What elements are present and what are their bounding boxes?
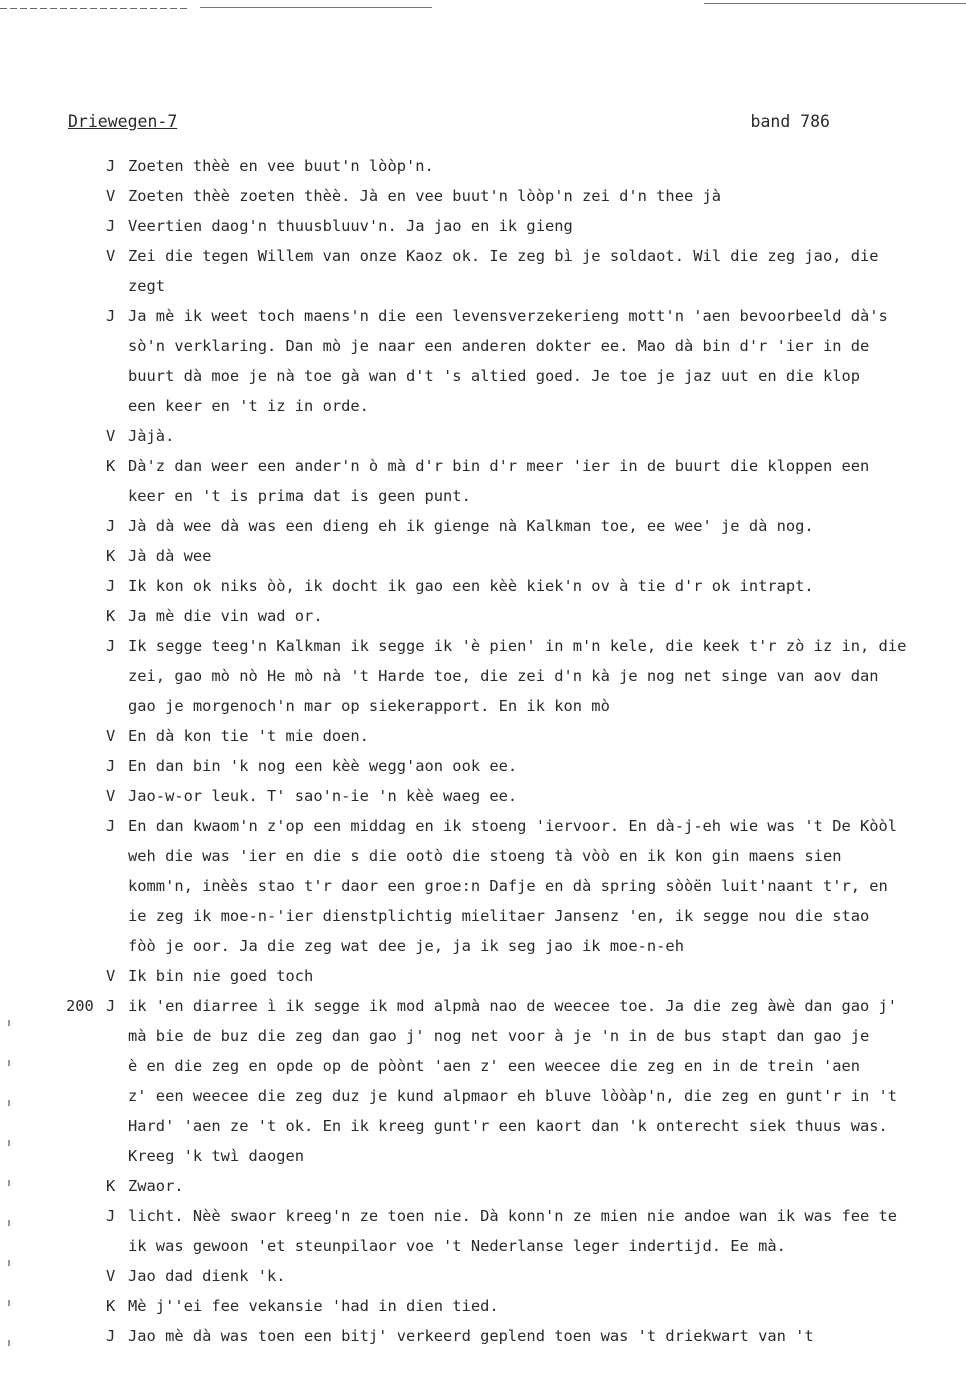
transcript-line bbox=[0, 1326, 966, 1356]
line-text: een keer en 't iz in orde. bbox=[128, 397, 369, 415]
transcript-line bbox=[0, 606, 966, 636]
line-text: Zoeten thèè en vee buut'n lòòp'n. bbox=[128, 157, 434, 175]
line-text: fòò je oor. Ja die zeg wat dee je, ja ik seg jao ik moe-n-eh bbox=[128, 937, 684, 955]
speaker-label: J bbox=[106, 577, 116, 595]
speaker-label: J bbox=[106, 997, 116, 1015]
line-text: mà bie de buz die zeg dan gao j' nog net voor à je 'n in de bus stapt dan gao je bbox=[128, 1027, 870, 1045]
line-text: keer en 't is prima dat is geen punt. bbox=[128, 487, 471, 505]
line-text: buurt dà moe je nà toe gà wan d't 's altied goed. Je toe je jaz uut en die klop bbox=[128, 367, 861, 385]
transcript-line bbox=[0, 1296, 966, 1326]
speaker-label: K bbox=[106, 1177, 116, 1195]
line-text: licht. Nèè swaor kreeg'n ze toen nie. Dà konn'n ze mien nie andoe wan ik was fee te bbox=[128, 1207, 898, 1225]
transcript-line bbox=[0, 666, 966, 696]
line-number: 200 bbox=[66, 997, 94, 1015]
transcript-line bbox=[0, 1086, 966, 1116]
transcript-line bbox=[0, 876, 966, 906]
line-text: ik was gewoon 'et steunpilaor voe 't Nederlanse leger indertijd. Ee mà. bbox=[128, 1237, 786, 1255]
transcript-line bbox=[0, 1266, 966, 1296]
transcript-line bbox=[0, 936, 966, 966]
line-text: Ja mè die vin wad or. bbox=[128, 607, 323, 625]
transcript-line bbox=[0, 276, 966, 306]
line-text: Ja mè ik weet toch maens'n die een levensverzekerieng mott'n 'aen bevoorbeeld dà's bbox=[128, 307, 888, 325]
transcript-line bbox=[0, 1056, 966, 1086]
line-text: Ik bin nie goed toch bbox=[128, 967, 314, 985]
transcript-line bbox=[0, 756, 966, 786]
speaker-label: J bbox=[106, 307, 116, 325]
speaker-label: V bbox=[106, 967, 116, 985]
line-text: Kreeg 'k twì daogen bbox=[128, 1147, 305, 1165]
line-text: En dan kwaom'n z'op een middag en ik stoeng 'iervoor. En dà-j-eh wie was 't De Kòòl bbox=[128, 817, 898, 835]
speaker-label: V bbox=[106, 247, 116, 265]
speaker-label: J bbox=[106, 1207, 116, 1225]
speaker-label: J bbox=[106, 757, 116, 775]
transcript-line bbox=[0, 816, 966, 846]
speaker-label: J bbox=[106, 1327, 116, 1345]
speaker-label: V bbox=[106, 427, 116, 445]
line-text: gao je morgenoch'n mar op siekerapport. En ik kon mò bbox=[128, 697, 610, 715]
speaker-label: V bbox=[106, 787, 116, 805]
speaker-label: J bbox=[106, 517, 116, 535]
line-text: Jà dà wee dà was een dieng eh ik gienge nà Kalkman toe, ee wee' je dà nog. bbox=[128, 517, 814, 535]
transcript-line bbox=[0, 696, 966, 726]
line-text: Ik kon ok niks òò, ik docht ik gao een kèè kiek'n ov à tie d'r ok intrapt. bbox=[128, 577, 814, 595]
line-text: è en die zeg en opde op de pòònt 'aen z' een weecee die zeg en in de trein 'aen bbox=[128, 1057, 861, 1075]
transcript-line bbox=[0, 996, 966, 1026]
speaker-label: V bbox=[106, 1267, 116, 1285]
line-text: Jao-w-or leuk. T' sao'n-ie 'n kèè waeg ee. bbox=[128, 787, 518, 805]
line-text: Zoeten thèè zoeten thèè. Jà en vee buut'n lòòp'n zei d'n thee jà bbox=[128, 187, 722, 205]
transcript-line bbox=[0, 1026, 966, 1056]
line-text: Dà'z dan weer een ander'n ò mà d'r bin d'r meer 'ier in de buurt die kloppen een bbox=[128, 457, 870, 475]
transcript-line bbox=[0, 216, 966, 246]
band-number: band 786 bbox=[750, 112, 830, 131]
line-text: Ik segge teeg'n Kalkman ik segge ik 'è pien' in m'n kele, die keek t'r zò iz in, die bbox=[128, 637, 907, 655]
transcript-line bbox=[0, 366, 966, 396]
transcript-line bbox=[0, 1176, 966, 1206]
transcript-line bbox=[0, 726, 966, 756]
transcript-line bbox=[0, 156, 966, 186]
transcript-line bbox=[0, 516, 966, 546]
transcript-line bbox=[0, 1236, 966, 1266]
transcript-line bbox=[0, 906, 966, 936]
line-text: Jàjà. bbox=[128, 427, 175, 445]
transcript-line bbox=[0, 336, 966, 366]
line-text: Zwaor. bbox=[128, 1177, 184, 1195]
speaker-label: K bbox=[106, 607, 116, 625]
line-text: z' een weecee die zeg duz je kund alpmaor eh bluve lòòàp'n, die zeg en gunt'r in 't bbox=[128, 1087, 898, 1105]
line-text: Zei die tegen Willem van onze Kaoz ok. Ie zeg bì je soldaot. Wil die zeg jao, die bbox=[128, 247, 879, 265]
speaker-label: J bbox=[106, 637, 116, 655]
transcript-line bbox=[0, 306, 966, 336]
line-text: weh die was 'ier en die s die ootò die stoeng tà vòò en ik kon gin maens sien bbox=[128, 847, 842, 865]
transcript-line bbox=[0, 636, 966, 666]
transcript-line bbox=[0, 846, 966, 876]
transcript-line bbox=[0, 546, 966, 576]
transcript-line bbox=[0, 966, 966, 996]
line-text: Mè j''ei fee vekansie 'had in dien tied. bbox=[128, 1297, 499, 1315]
line-text: En dà kon tie 't mie doen. bbox=[128, 727, 369, 745]
line-text: zegt bbox=[128, 277, 166, 295]
transcript-line bbox=[0, 1116, 966, 1146]
speaker-label: K bbox=[106, 1297, 116, 1315]
line-text: zei, gao mò nò He mò nà 't Harde toe, die zei d'n kà je nog net singe van aov dan bbox=[128, 667, 879, 685]
speaker-label: V bbox=[106, 727, 116, 745]
transcript-line bbox=[0, 786, 966, 816]
speaker-label: V bbox=[106, 187, 116, 205]
transcript-line bbox=[0, 396, 966, 426]
document-title: Driewegen-7 bbox=[68, 112, 178, 131]
transcript-line bbox=[0, 576, 966, 606]
speaker-label: K bbox=[106, 547, 116, 565]
line-text: Jao mè dà was toen een bitj' verkeerd geplend toen was 't driekwart van 't bbox=[128, 1327, 814, 1345]
transcript-line bbox=[0, 456, 966, 486]
line-text: ik 'en diarree ì ik segge ik mod alpmà nao de weecee toe. Ja die zeg àwè dan gao j' bbox=[128, 997, 898, 1015]
line-text: komm'n, inèès stao t'r daor een groe:n Dafje en dà spring sòòën luit'naant t'r, en bbox=[128, 877, 888, 895]
speaker-label: J bbox=[106, 157, 116, 175]
line-text: En dan bin 'k nog een kèè wegg'aon ook ee. bbox=[128, 757, 518, 775]
transcript-line bbox=[0, 1206, 966, 1236]
line-text: Jà dà wee bbox=[128, 547, 212, 565]
line-text: Veertien daog'n thuusbluuv'n. Ja jao en ik gieng bbox=[128, 217, 573, 235]
transcript-line bbox=[0, 426, 966, 456]
line-text: ie zeg ik moe-n-'ier dienstplichtig mielitaer Jansenz 'en, ik segge nou die stao bbox=[128, 907, 870, 925]
transcript-line bbox=[0, 486, 966, 516]
line-text: Hard' 'aen ze 't ok. En ik kreeg gunt'r een kaort dan 'k onterecht siek thuus was. bbox=[128, 1117, 888, 1135]
transcript-line bbox=[0, 246, 966, 276]
line-text: Jao dad dienk 'k. bbox=[128, 1267, 286, 1285]
transcript-line bbox=[0, 186, 966, 216]
speaker-label: J bbox=[106, 817, 116, 835]
speaker-label: K bbox=[106, 457, 116, 475]
line-text: sò'n verklaring. Dan mò je naar een anderen dokter ee. Mao dà bin d'r 'ier in de bbox=[128, 337, 870, 355]
transcript-line bbox=[0, 1146, 966, 1176]
speaker-label: J bbox=[106, 217, 116, 235]
